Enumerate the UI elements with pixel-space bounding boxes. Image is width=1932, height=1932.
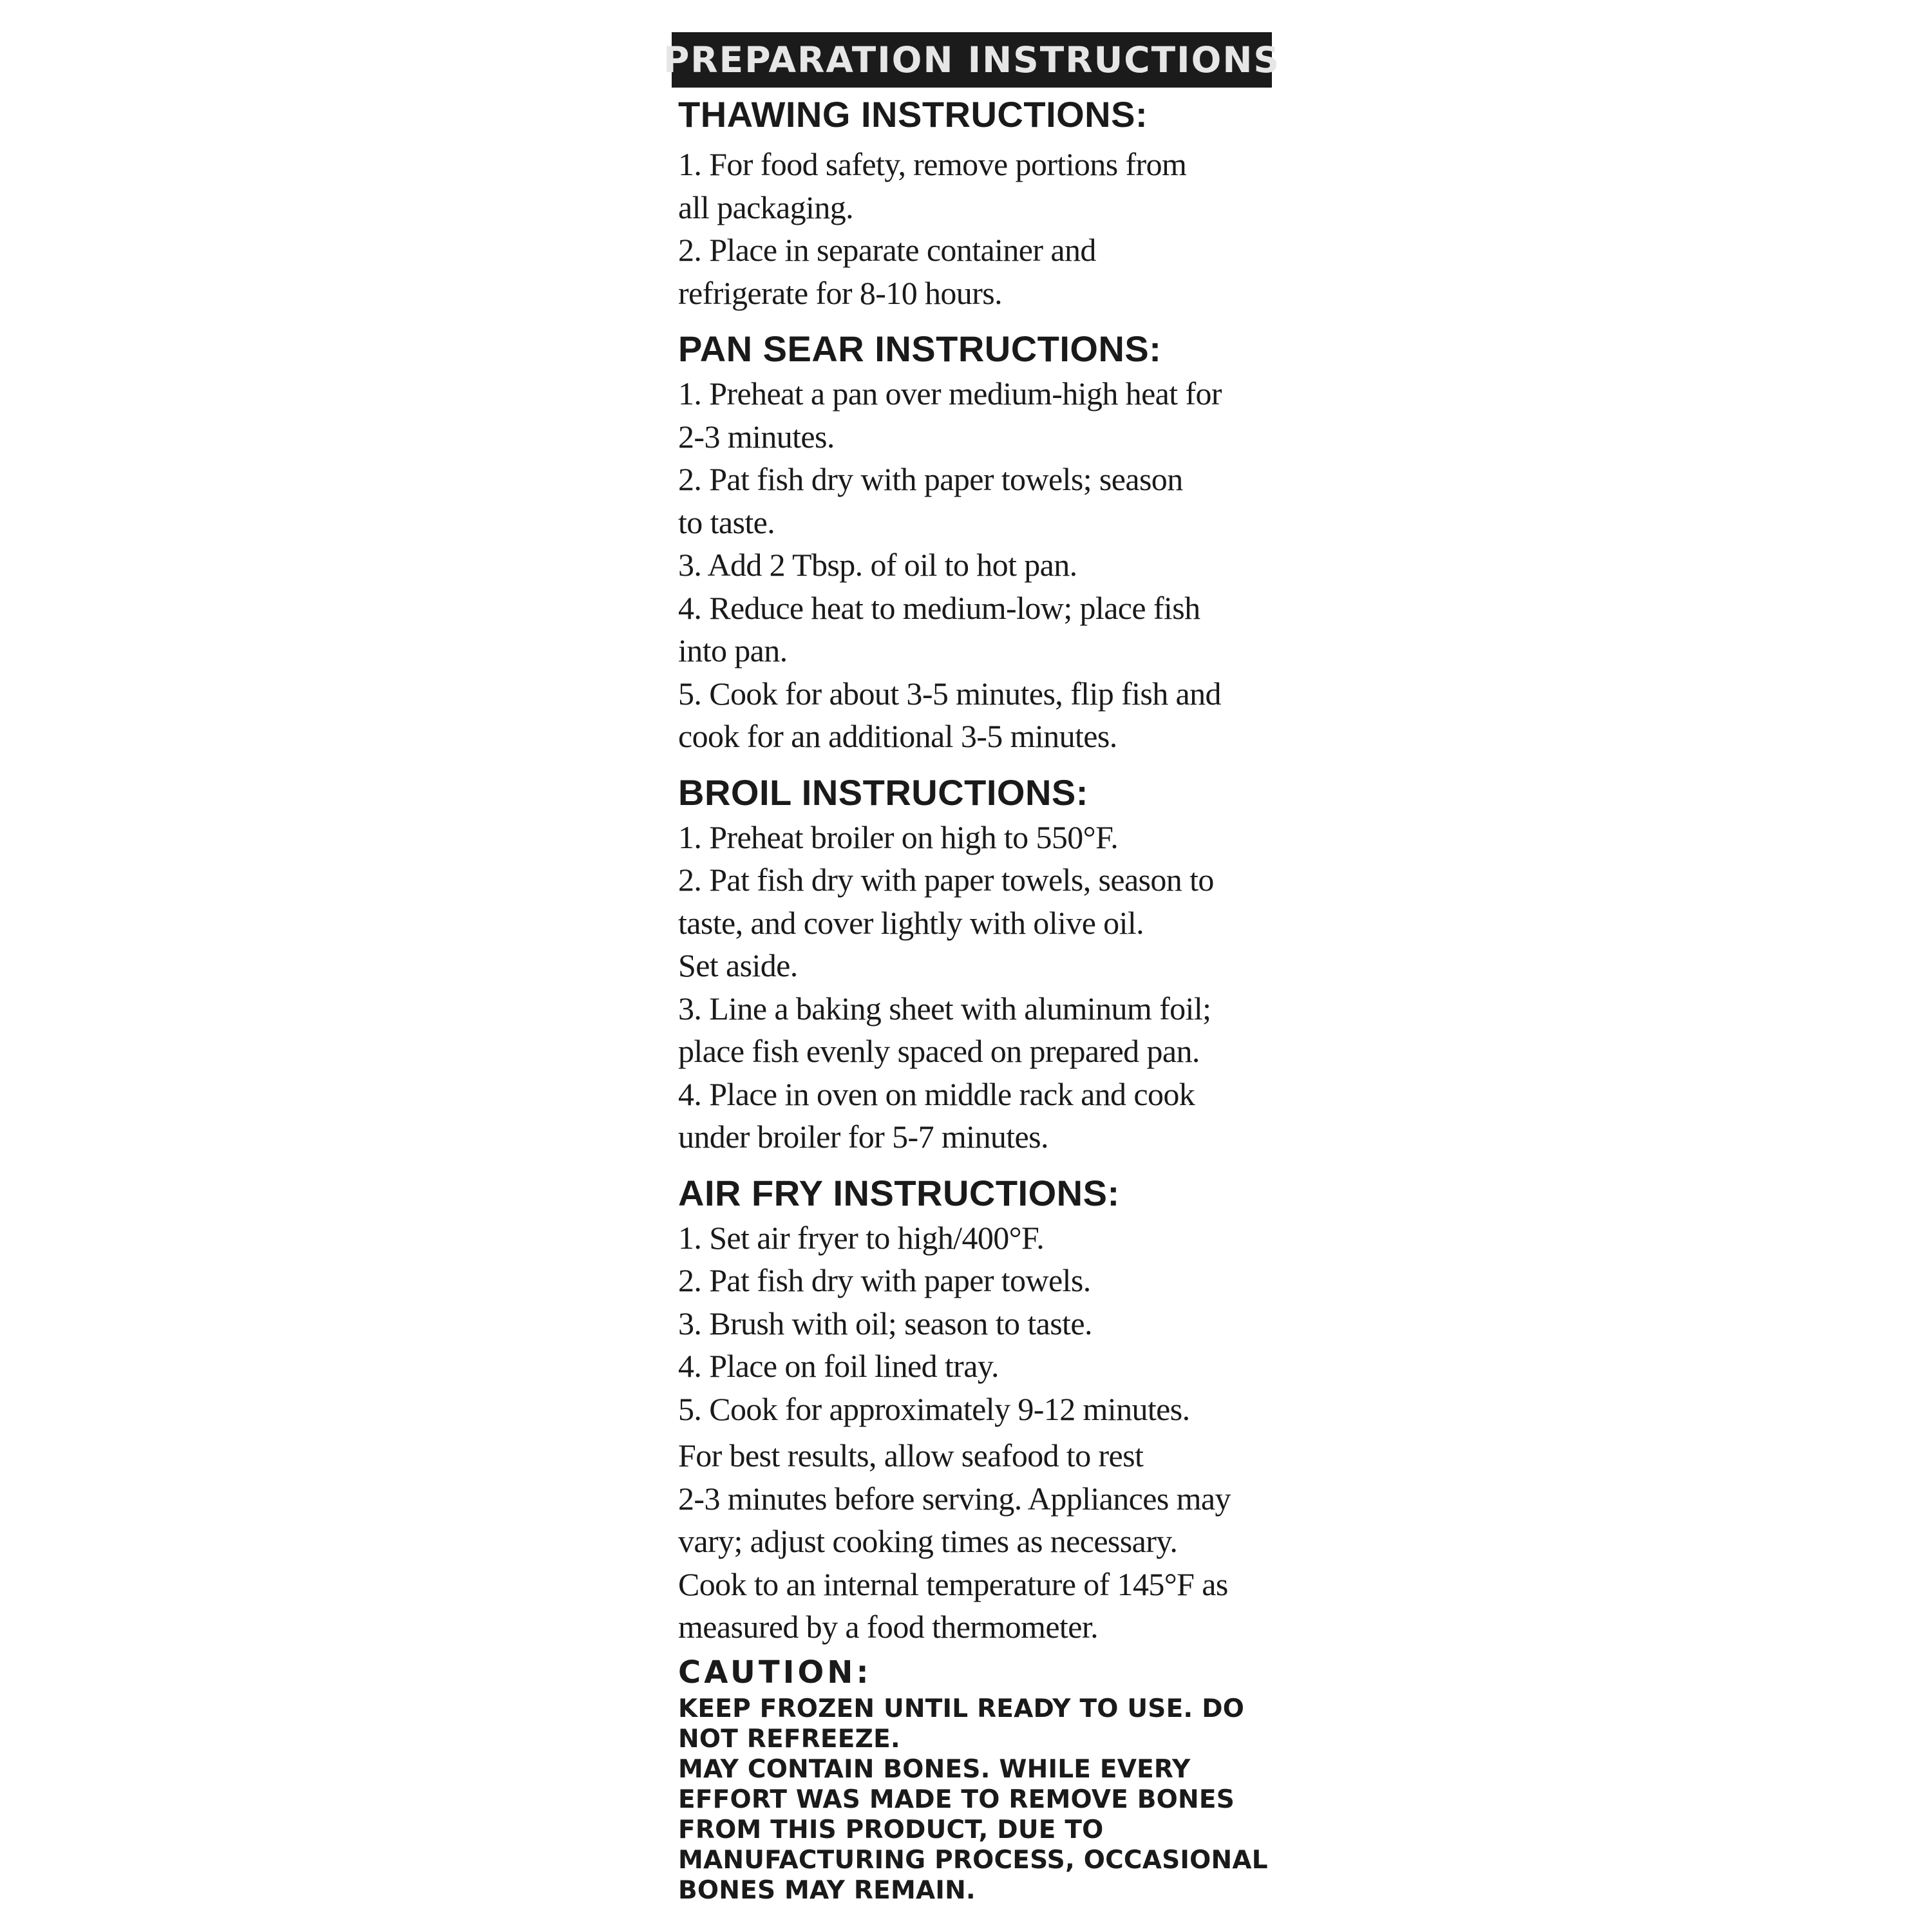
- note-line: 2-3 minutes before serving. Appliances may: [678, 1480, 1231, 1517]
- pan-sear-line: cook for an additional 3-5 minutes.: [678, 718, 1117, 754]
- thawing-line: 2. Place in separate container and: [678, 232, 1096, 268]
- broil-line: 4. Place in oven on middle rack and cook: [678, 1075, 1195, 1112]
- caution-text: [678, 1694, 1272, 1906]
- thawing-line: refrigerate for 8-10 hours.: [678, 274, 1003, 311]
- caution-line: MAY CONTAIN BONES. WHILE EVERY: [678, 1754, 1191, 1784]
- air-fry-steps: [678, 1217, 1272, 1431]
- thawing-line: all packaging.: [678, 189, 854, 225]
- pan-sear-steps: [678, 372, 1272, 758]
- pan-sear-line: 3. Add 2 Tbsp. of oil to hot pan.: [678, 547, 1077, 583]
- pan-sear-line: 2. Pat fish dry with paper towels; season: [678, 461, 1183, 497]
- broil-line: place fish evenly spaced on prepared pan.: [678, 1033, 1200, 1069]
- air-fry-line: 4. Place on foil lined tray.: [678, 1348, 999, 1384]
- pan-sear-line: 2-3 minutes.: [678, 418, 835, 455]
- note-line: For best results, allow seafood to rest: [678, 1437, 1144, 1473]
- caution-heading: CAUTION:: [678, 1654, 872, 1690]
- caution-line: MANUFACTURING PROCESS, OCCASIONAL: [678, 1845, 1268, 1875]
- best-results-note: [678, 1434, 1272, 1649]
- caution-line: BONES MAY REMAIN.: [678, 1875, 976, 1905]
- thawing-heading: THAWING INSTRUCTIONS:: [678, 94, 1148, 135]
- pan-sear-line: to taste.: [678, 504, 775, 540]
- pan-sear-heading: PAN SEAR INSTRUCTIONS:: [678, 328, 1162, 369]
- caution-line: KEEP FROZEN UNTIL READY TO USE. DO: [678, 1694, 1245, 1723]
- broil-line: 1. Preheat broiler on high to 550°F.: [678, 819, 1119, 855]
- pan-sear-line: into pan.: [678, 632, 788, 668]
- air-fry-line: 3. Brush with oil; season to taste.: [678, 1305, 1092, 1341]
- caution-line: NOT REFREEZE.: [678, 1724, 900, 1754]
- thawing-line: 1. For food safety, remove portions from: [678, 146, 1187, 182]
- caution-line: FROM THIS PRODUCT, DUE TO: [678, 1815, 1104, 1844]
- air-fry-line: 5. Cook for approximately 9-12 minutes.: [678, 1390, 1190, 1427]
- broil-line: under broiler for 5-7 minutes.: [678, 1119, 1048, 1155]
- caution-line: EFFORT WAS MADE TO REMOVE BONES: [678, 1785, 1235, 1814]
- air-fry-line: 2. Pat fish dry with paper towels.: [678, 1262, 1091, 1298]
- broil-line: 3. Line a baking sheet with aluminum foil;: [678, 990, 1211, 1027]
- pan-sear-line: 1. Preheat a pan over medium-high heat for: [678, 375, 1222, 412]
- instructions-content: [672, 91, 1272, 1906]
- note-line: Cook to an internal temperature of 145°F as: [678, 1566, 1228, 1602]
- broil-heading: BROIL INSTRUCTIONS:: [678, 772, 1088, 813]
- broil-line: 2. Pat fish dry with paper towels, season to: [678, 862, 1214, 898]
- note-line: measured by a food thermometer.: [678, 1609, 1099, 1645]
- thawing-steps: [678, 143, 1272, 314]
- air-fry-heading: AIR FRY INSTRUCTIONS:: [678, 1172, 1120, 1213]
- broil-steps: [678, 816, 1272, 1159]
- air-fry-line: 1. Set air fryer to high/400°F.: [678, 1219, 1045, 1256]
- broil-line: Set aside.: [678, 947, 798, 983]
- banner-title: PREPARATION INSTRUCTIONS: [672, 32, 1272, 88]
- pan-sear-line: 5. Cook for about 3-5 minutes, flip fish and: [678, 675, 1221, 712]
- instructions-panel: [663, 32, 1280, 1906]
- note-line: vary; adjust cooking times as necessary.: [678, 1523, 1178, 1559]
- pan-sear-line: 4. Reduce heat to medium-low; place fish: [678, 589, 1200, 626]
- broil-line: taste, and cover lightly with olive oil.: [678, 904, 1144, 941]
